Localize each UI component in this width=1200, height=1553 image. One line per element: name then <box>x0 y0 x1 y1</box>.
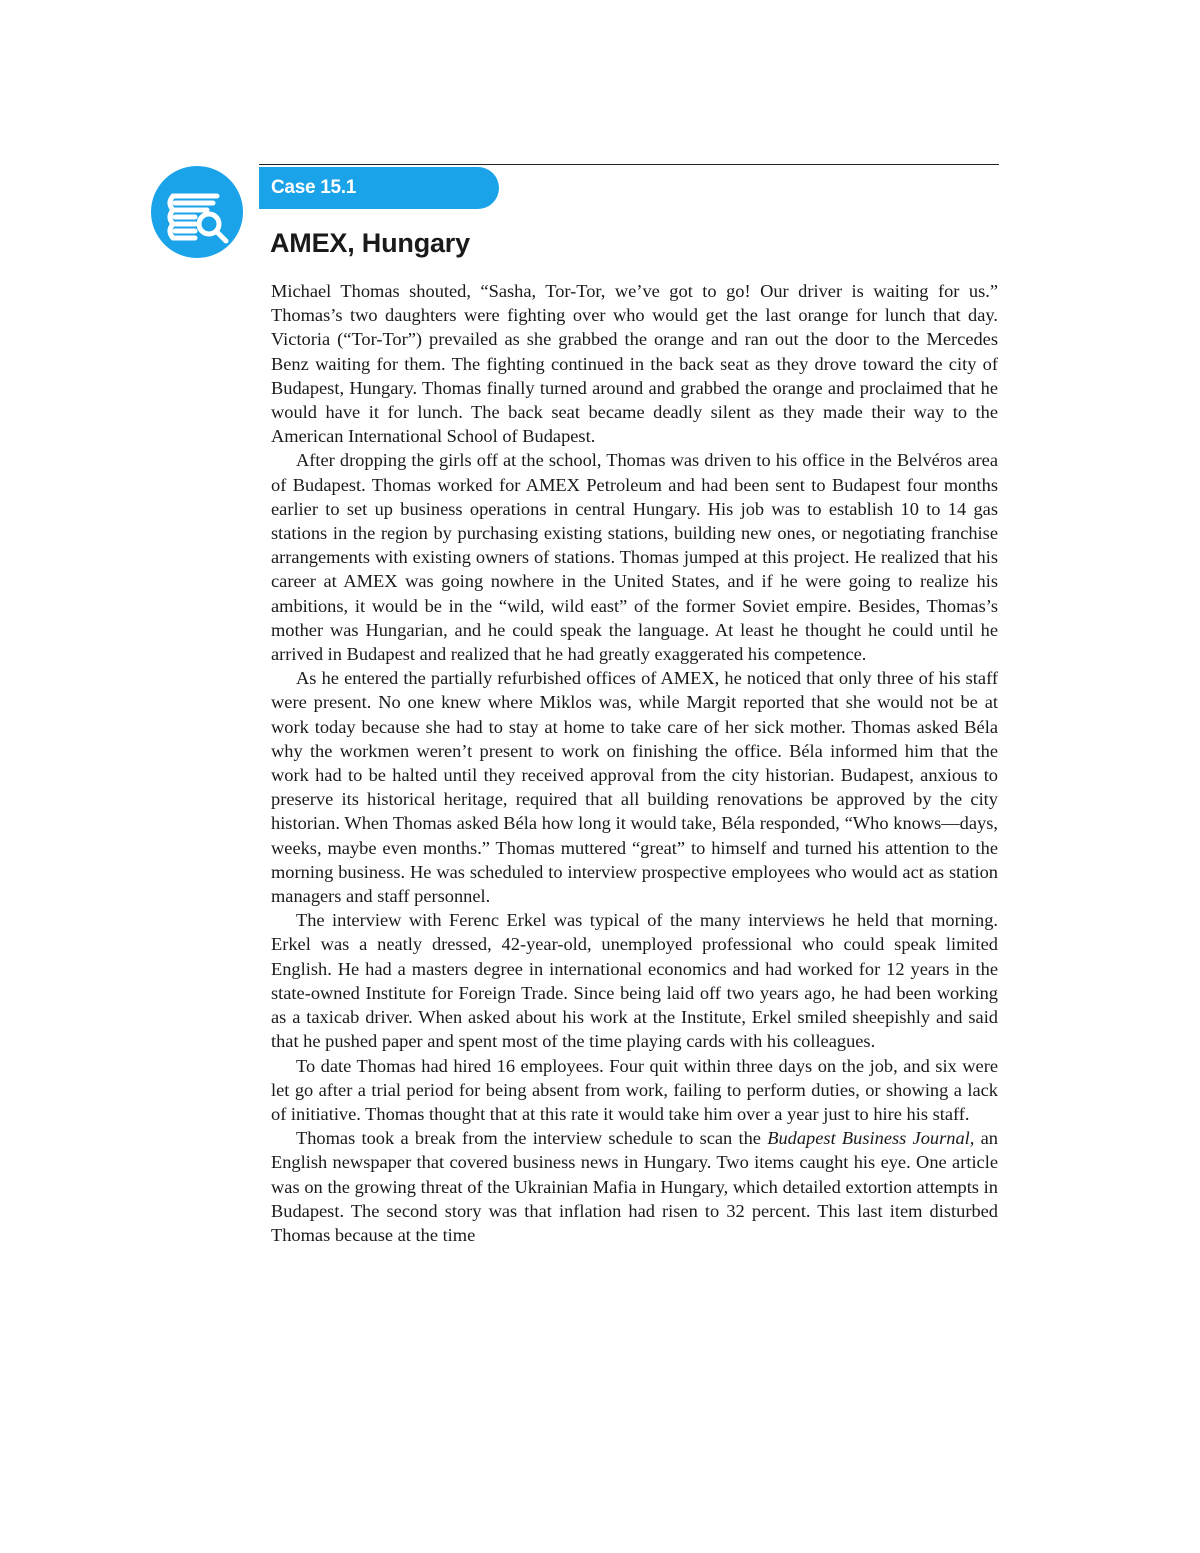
italic-title-text: Budapest Business Journal, <box>767 1128 975 1149</box>
body-paragraph <box>271 908 998 1053</box>
book-search-icon <box>151 166 243 258</box>
body-paragraph <box>271 1054 998 1127</box>
paragraph-text: As he entered the partially refurbished offices of AMEX, he noticed that only three of his staff were present. No one knew where Miklos was, while Margit reported that she would not be at work today because she had to stay at home to take care of her sick mother. Thomas asked Béla why the workmen weren’t present to work on finishing the office. Béla informed him that the work had to be halted until they received approval from the city historian. Budapest, anxious to preserve its historical heritage, required that all building renovations be approved by the city historian. When Thomas asked Béla how long it would take, Béla responded, “Who knows—days, weeks, maybe even months.” Thomas muttered “great” to himself and turned his attention to the morning business. He was scheduled to interview prospective employees who would act as station managers and staff personnel. <box>271 668 998 907</box>
case-label-tab <box>259 167 499 209</box>
paragraph-text: The interview with Ferenc Erkel was typical of the many interviews he held that morning. Erkel was a neatly dressed, 42-year-old, unemployed professional who could speak limited English. He had a masters degree in international economics and had worked for 12 years in the state-owned Institute for Foreign Trade. Since being laid off two years ago, he had been working as a taxicab driver. When asked about his work at the Institute, Erkel smiled sheepishly and said that he pushed paper and spent most of the time playing cards with his colleagues. <box>271 910 998 1052</box>
paragraph-text: After dropping the girls off at the school, Thomas was driven to his office in the Belvéros area of Budapest. Thomas worked for AMEX Petroleum and had been sent to Budapest four months earlier to set up business operations in central Hungary. His job was to establish 10 to 14 gas stations in the region by purchasing existing stations, building new ones, or negotiating franchise arrangements with existing owners of stations. Thomas jumped at this project. He realized that his career at AMEX was going nowhere in the United States, and if he were going to realize his ambitions, it would be in the “wild, wild east” of the former Soviet empire. Besides, Thomas’s mother was Hungarian, and he could speak the language. At least he thought he could until he arrived in Budapest and realized that he had greatly exaggerated his competence. <box>271 450 998 665</box>
book-search-icon-graphic <box>151 166 243 258</box>
paragraph-text: an English newspaper that covered business news in Hungary. Two items caught his eye. One article was on the growing threat of the Ukrainian Mafia in Hungary, which detailed extortion attempts in Budapest. The second story was that inflation had risen to 32 percent. This last item disturbed Thomas because at the time <box>271 1128 998 1245</box>
body-paragraph <box>271 448 998 666</box>
case-body-text <box>271 279 998 1247</box>
body-paragraph <box>271 666 998 908</box>
case-title: AMEX, Hungary <box>270 228 470 258</box>
body-paragraph <box>271 279 998 448</box>
case-label: Case 15.1 <box>271 177 356 198</box>
paragraph-text: Michael Thomas shouted, “Sasha, Tor-Tor, we’ve got to go! Our driver is waiting for us.” Thomas’s two daughters were fighting over who would get the last orange for lunch that day. Victoria (“Tor-Tor”) prevailed as she grabbed the orange and ran out the door to the Mercedes Benz waiting for them. The fighting continued in the back seat as they drove toward the city of Budapest, Hungary. Thomas finally turned around and grabbed the orange and proclaimed that he would have it for lunch. The back seat became deadly silent as they made their way to the American International School of Budapest. <box>271 281 998 447</box>
header-rule <box>259 164 999 165</box>
paragraph-text: To date Thomas had hired 16 employees. Four quit within three days on the job, and six were let go after a trial period for being absent from work, failing to perform duties, or showing a lack of initiative. Thomas thought that at this rate it would take him over a year just to hire his staff. <box>271 1055 998 1124</box>
paragraph-text: Thomas took a break from the interview schedule to scan the <box>296 1128 768 1149</box>
body-paragraph <box>271 1126 998 1247</box>
